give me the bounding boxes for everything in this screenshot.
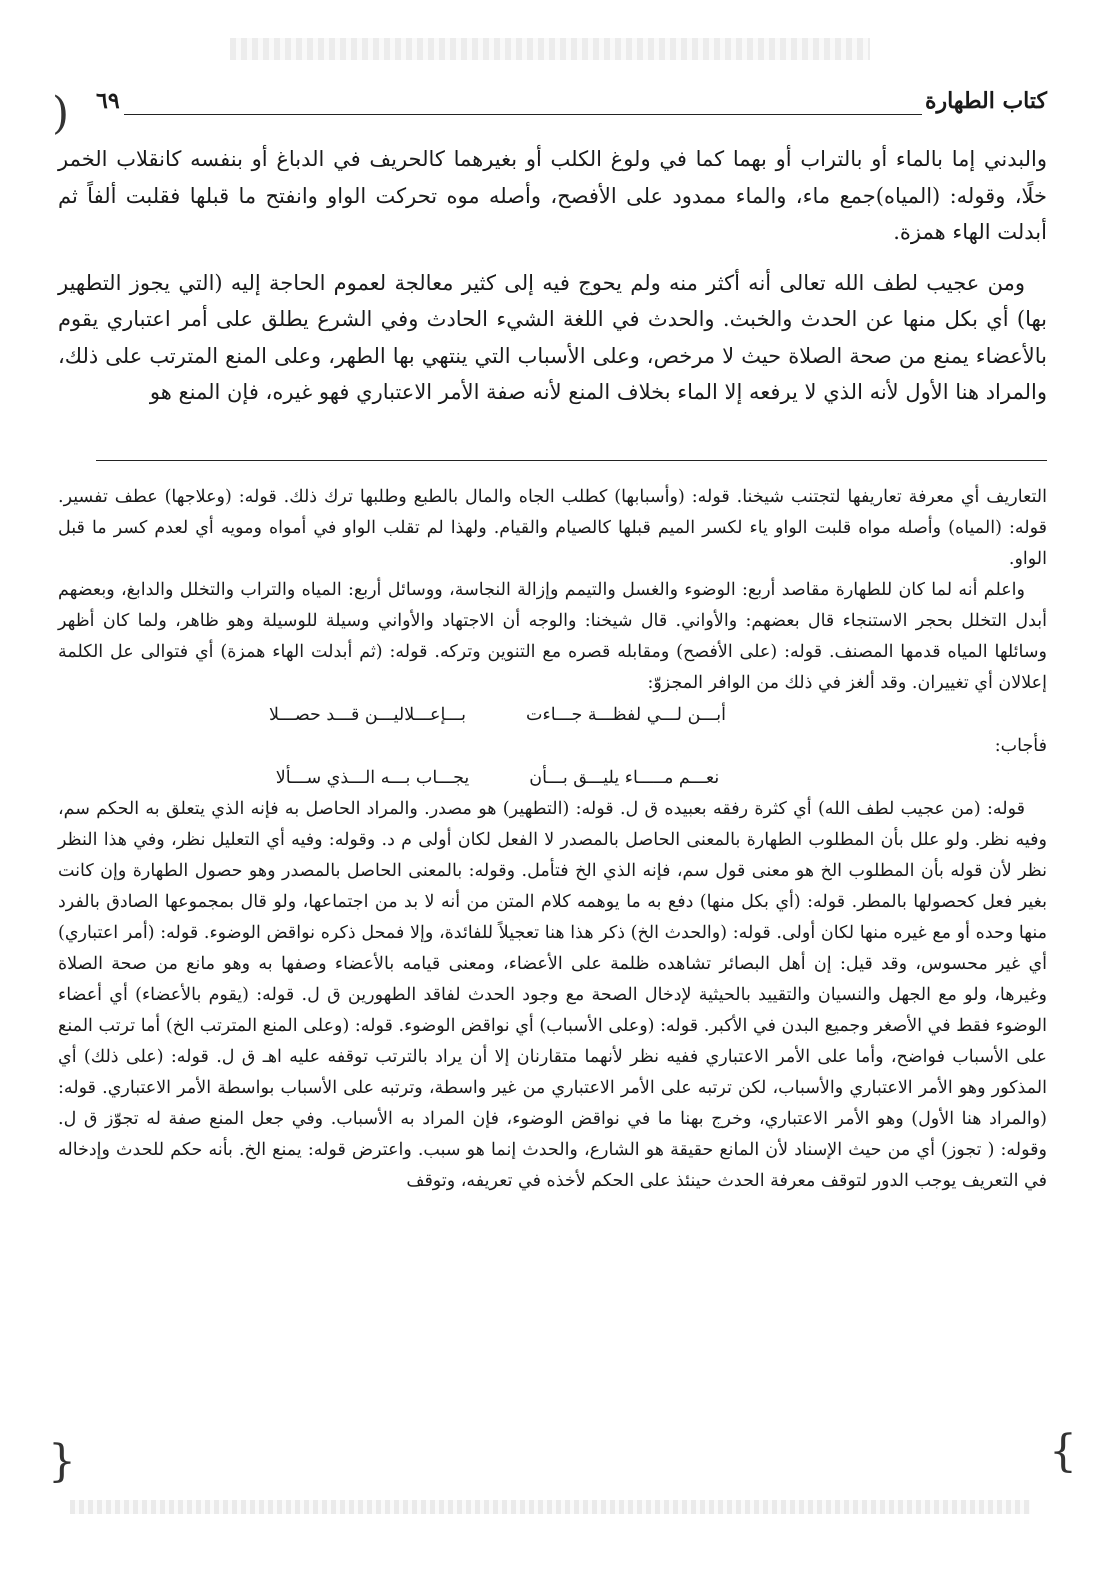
header-rule <box>124 114 922 115</box>
commentary-text <box>58 482 1047 1197</box>
margin-bracket-top-left: ( <box>52 88 70 139</box>
page-header <box>96 88 1047 128</box>
running-title: كتاب الطهارة <box>924 88 1047 114</box>
verse-hemistich: يجـــاب بـــه الـــذي ســـألا <box>275 767 470 788</box>
commentary-paragraph: قوله: (من عجيب لطف الله) أي كثرة رفقه بعبيده ق ل. قوله: (التطهير) هو مصدر. والمراد الحاصل به فإنه الذي يتعلق به الحكم سم، وفيه نظر. ولو علل بأن المطلوب الطهارة بالمعنى الحاصل بالمصدر لا الفعل لكان أولى م د. وقوله: وفيه أي التعليل نظر، وفي هذا النظر نظر لأن قوله بأن المطلوب الخ هو معنى قول سم، فإنه الذي الخ فتأمل. وقوله: بالمعنى الحاصل بالمصدر وهو حصول الطهارة وإن كانت بغير فعل كحصولها بالمطر. قوله: (أي بكل منها) دفع به ما يوهمه كلام المتن من أنه لا بد من اجتماعها، ولو قال بمجموعها الصادق بالفرد منها وحده أو مع غيره منها لكان أولى. قوله: (والحدث الخ) ذكر هذا هنا تعجيلاً للفائدة، وإلا فمحل ذكره نواقض الوضوء. قوله: (أمر اعتباري) أي غير محسوس، وقد قيل: إن أهل البصائر تشاهده ظلمة على الأعضاء، ومعنى قيامه بالأعضاء وصفها به وهو مانع من صحة الصلاة وغيرها، ولو مع الجهل والنسيان والتقييد بالحيثية لإدخال الصحة مع وجود الحدث لفاقد الطهورين ق ل. قوله: (يقوم بالأعضاء) أي أعضاء الوضوء فقط في الأصغر وجميع البدن في الأكبر. قوله: (وعلى الأسباب) أي نواقض الوضوء. قوله: (وعلى المنع المترتب الخ) أما ترتب المنع على الأسباب فواضح، وأما على الأمر الاعتباري ففيه نظر لأنهما متقارنان إلا أن يراد بالترتب توقفه عليه اهـ ق ل. قوله: (على ذلك) أي المذكور وهو الأمر الاعتباري والأسباب، لكن ترتبه على الأمر الاعتباري من غير واسطة، وترتبه على الأسباب بواسطة الأمر الاعتباري. قوله: (والمراد هنا الأول) وهو الأمر الاعتباري، وخرج بهنا ما في نواقض الوضوء، فإن المراد به الأسباب. وفي جعل المنع صفة له تجوّز ق ل. وقوله: ( تجوز) أي من حيث الإسناد لأن المانع حقيقة هو الشارع، والحدث إنما هو سبب. واعترض قوله: يمنع الخ. بأنه حكم للحدث وإدخاله في التعريف يوجب الدور لتوقف معرفة الحدث حينئذ على الحكم لأخذه في تعريفه، وتوقف <box>58 799 1047 1191</box>
main-paragraph: والبدني إما بالماء أو بالتراب أو بهما كما في ولوغ الكلب أو بغيرهما كالحريف في الدباغ أو بنفسه كانقلاب الخمر خلًا، وقوله: (المياه)جمع ماء، والماء ممدود على الأفصح، وأصله موه تحركت الواو وانفتح ما قبلها فقلبت ألفاً ثم أبدلت الهاء همزة. <box>58 147 1047 244</box>
main-paragraph: ومن عجيب لطف الله تعالى أنه أكثر منه ولم يحوج فيه إلى كثير معالجة لعموم الحاجة إليه (التي يجوز التطهير بها) أي بكل منها عن الحدث والخبث. والحدث في اللغة الشيء الحادث وفي الشرع يطلق على أمر اعتباري يقوم بالأعضاء يمنع من صحة الصلاة حيث لا مرخص، وعلى الأسباب التي ينتهي بها الطهر، وعلى المنع المترتب على ذلك، والمراد هنا الأول لأنه الذي لا يرفعه إلا الماء بخلاف المنع لأنه صفة الأمر الاعتباري فهو غيره، فإن المنع هو <box>58 270 1047 404</box>
page-number: ٦٩ <box>96 88 120 114</box>
scan-noise-bottom <box>70 1500 1030 1514</box>
commentary-paragraph: التعاريف أي معرفة تعاريفها لتجتنب شيخنا. قوله: (وأسبابها) كطلب الجاه والمال بالطبع وطلبها ترك ذلك. قوله: (وعلاجها) عطف تفسير. قوله: (المياه) وأصله مواه قلبت الواو ياء لكسر الميم قبلها كالصيام والقيام. ولهذا لم تقلب الواو في أمواه ومويه أي لعدم كسر ما قبل الواو. <box>58 487 1047 569</box>
verse-line <box>58 699 937 731</box>
margin-bracket-bottom-right: } <box>1049 1426 1077 1477</box>
verse-line <box>58 762 937 794</box>
verse-hemistich: نعـــم مـــــاء يليـــق بـــأن <box>529 767 720 788</box>
footnote-separator <box>96 460 1047 461</box>
main-text <box>58 141 1047 411</box>
verse-hemistich: بـــإعـــلاليـــن قـــد حصـــلا <box>269 704 467 725</box>
margin-bracket-bottom-left: { <box>48 1436 76 1487</box>
scan-noise-top <box>230 38 870 60</box>
answer-label: فأجاب: <box>994 736 1047 756</box>
commentary-paragraph: واعلم أنه لما كان للطهارة مقاصد أربع: الوضوء والغسل والتيمم وإزالة النجاسة، ووسائل أربع: المياه والتراب والتخلل والدابغ، وبعضهم أبدل التخلل بحجر الاستنجاء قال بعضهم: والأواني. قال شيخنا: والوجه أن الاجتهاد والأواني وسيلة للوسيلة وهو ظاهر، ولما كان أظهر وسائلها المياه قدمها المصنف. قوله: (على الأفصح) ومقابله قصره مع التنوين وتركه. قوله: (ثم أبدلت الهاء همزة) أي فتوالى عل الكلمة إعلالان أي تغييران. وقد ألغز في ذلك من الوافر المجزوّ: <box>58 580 1047 693</box>
verse-hemistich: أبـــن لـــي لفظـــة جـــاءت <box>526 704 727 725</box>
